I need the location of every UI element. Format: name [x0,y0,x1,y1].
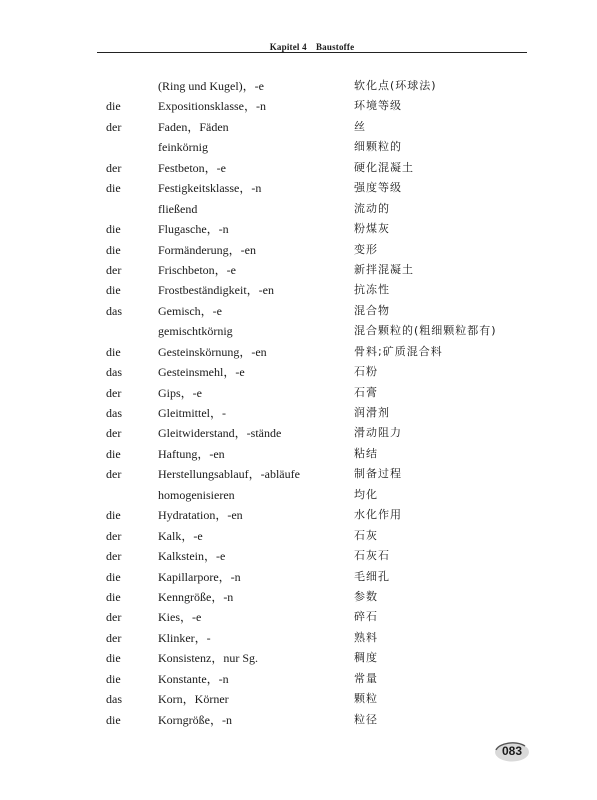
list-item [0,505,597,525]
list-item [0,464,597,484]
list-item [0,669,597,689]
entry-article: die [106,242,121,257]
entry-word: Frostbeständigkeit，-en [158,283,274,298]
entry-translation: 丝 [354,119,366,133]
list-item [0,158,597,178]
entry-translation: 润滑剂 [354,406,390,419]
list-item [0,240,597,260]
entry-translation: 硬化混凝土 [354,160,414,174]
entry-translation: 制备过程 [354,467,402,481]
entry-word: Haftung，-en [158,446,225,461]
list-item [0,689,597,709]
entry-word: Flugasche，-n [158,222,229,237]
list-item [0,423,597,443]
entry-word: Kenngröße，-n [158,589,234,604]
entry-word: homogenisieren [158,487,235,502]
entry-translation: 颗粒 [354,692,378,706]
entry-word: Klinker，- [158,630,211,645]
entry-article: das [106,406,122,420]
entry-article: der [106,467,122,482]
list-item [0,117,597,137]
entry-article: das [106,365,122,380]
entry-translation: 常量 [354,671,378,685]
entry-translation: 均化 [354,487,378,501]
entry-translation: 石灰 [354,528,378,542]
entry-article: die [106,446,121,461]
entry-word: Hydratation，-en [158,508,243,523]
header-rule [97,52,527,53]
entry-article: die [106,99,121,114]
entry-word: Gleitwiderstand，-stände [158,426,282,441]
entry-word: Gleitmittel，- [158,406,226,420]
entry-word: Frischbeton，-e [158,262,236,277]
entry-article: der [106,119,122,134]
list-item [0,280,597,300]
entry-translation: 混合物 [354,303,390,317]
list-item [0,628,597,648]
entry-word: Gesteinsmehl，-e [158,365,245,380]
entry-word: fließend [158,201,198,216]
entry-article: das [106,692,122,707]
entry-translation: 变形 [354,242,378,256]
entry-article: der [106,385,122,400]
entry-translation: 混合颗粒的(粗细颗粒都有) [354,324,497,338]
entry-translation: 参数 [354,589,378,603]
list-item [0,301,597,321]
entry-word: Festbeton，-e [158,160,226,175]
entry-translation: 石膏 [354,385,378,399]
entry-article: die [106,589,121,604]
entry-translation: 碎石 [354,610,378,624]
entry-article: der [106,610,122,625]
list-item [0,403,597,423]
entry-article: die [106,569,121,584]
list-item [0,546,597,566]
entry-article: der [106,528,122,543]
entry-translation: 骨料;矿质混合料 [354,344,443,358]
entry-word: Kalk，-e [158,528,203,543]
list-item [0,342,597,362]
list-item [0,383,597,403]
entry-article: die [106,651,121,666]
list-item [0,362,597,382]
entry-translation: 细颗粒的 [354,140,402,154]
entry-translation: 粒径 [354,712,378,726]
entry-translation: 熟料 [354,630,378,644]
entry-translation: 强度等级 [354,181,402,195]
entry-translation: 抗冻性 [354,283,390,297]
list-item [0,199,597,219]
running-header: Kapitel 4 Baustoffe [269,42,355,52]
entry-word: Kies，-e [158,610,202,625]
entry-article: die [106,181,121,196]
entry-article: der [106,426,122,441]
list-item [0,96,597,116]
entry-article: der [106,160,122,175]
entry-word: Herstellungsablauf，-abläufe [158,467,300,482]
entry-translation: 环境等级 [354,99,402,113]
entry-translation: 石粉 [354,365,378,379]
entry-word: (Ring und Kugel)，-e [158,79,264,93]
entry-word: Gesteinskörnung，-en [158,344,267,359]
entry-word: Konsistenz，nur Sg. [158,651,258,666]
list-item [0,260,597,280]
list-item [0,76,597,96]
entry-word: Konstante，-n [158,671,229,686]
list-item [0,444,597,464]
entry-article: das [106,303,122,318]
page-number-badge [492,738,532,764]
entry-article: die [106,222,121,237]
entry-translation: 流动的 [354,201,390,215]
entry-word: Kapillarpore，-n [158,569,241,584]
entry-word: Korn，Körner [158,692,229,707]
entry-translation: 滑动阻力 [354,426,402,440]
entry-article: die [106,508,121,523]
entry-word: Gips，-e [158,385,202,400]
entry-translation: 毛细孔 [354,569,390,583]
entry-article: der [106,630,122,645]
list-item [0,485,597,505]
entry-article: die [106,283,121,298]
list-item [0,321,597,341]
list-item [0,710,597,730]
entry-word: feinkörnig [158,140,208,155]
entry-translation: 石灰石 [354,549,390,563]
entry-word: Expositionsklasse，-n [158,99,266,114]
page-number: 083 [501,744,523,758]
entry-word: Korngröße，-n [158,712,232,727]
entry-word: Festigkeitsklasse，-n [158,181,262,196]
entry-word: Kalkstein，-e [158,549,226,564]
glossary-list [0,76,597,730]
list-item [0,178,597,198]
list-item [0,526,597,546]
entry-translation: 新拌混凝土 [354,262,414,276]
entry-word: Faden，Fäden [158,119,229,134]
entry-translation: 粘结 [354,446,378,460]
list-item [0,587,597,607]
entry-translation: 水化作用 [354,508,402,522]
entry-translation: 软化点(环球法) [354,79,437,92]
entry-translation: 稠度 [354,651,378,665]
list-item [0,607,597,627]
entry-word: Formänderung，-en [158,242,256,257]
entry-article: der [106,262,122,277]
entry-word: Gemisch，-e [158,303,222,318]
entry-article: die [106,671,121,686]
list-item [0,137,597,157]
list-item [0,567,597,587]
entry-translation: 粉煤灰 [354,222,390,236]
list-item [0,648,597,668]
entry-article: der [106,549,122,564]
list-item [0,219,597,239]
entry-word: gemischtkörnig [158,324,233,339]
entry-article: die [106,344,121,359]
entry-article: die [106,712,121,727]
